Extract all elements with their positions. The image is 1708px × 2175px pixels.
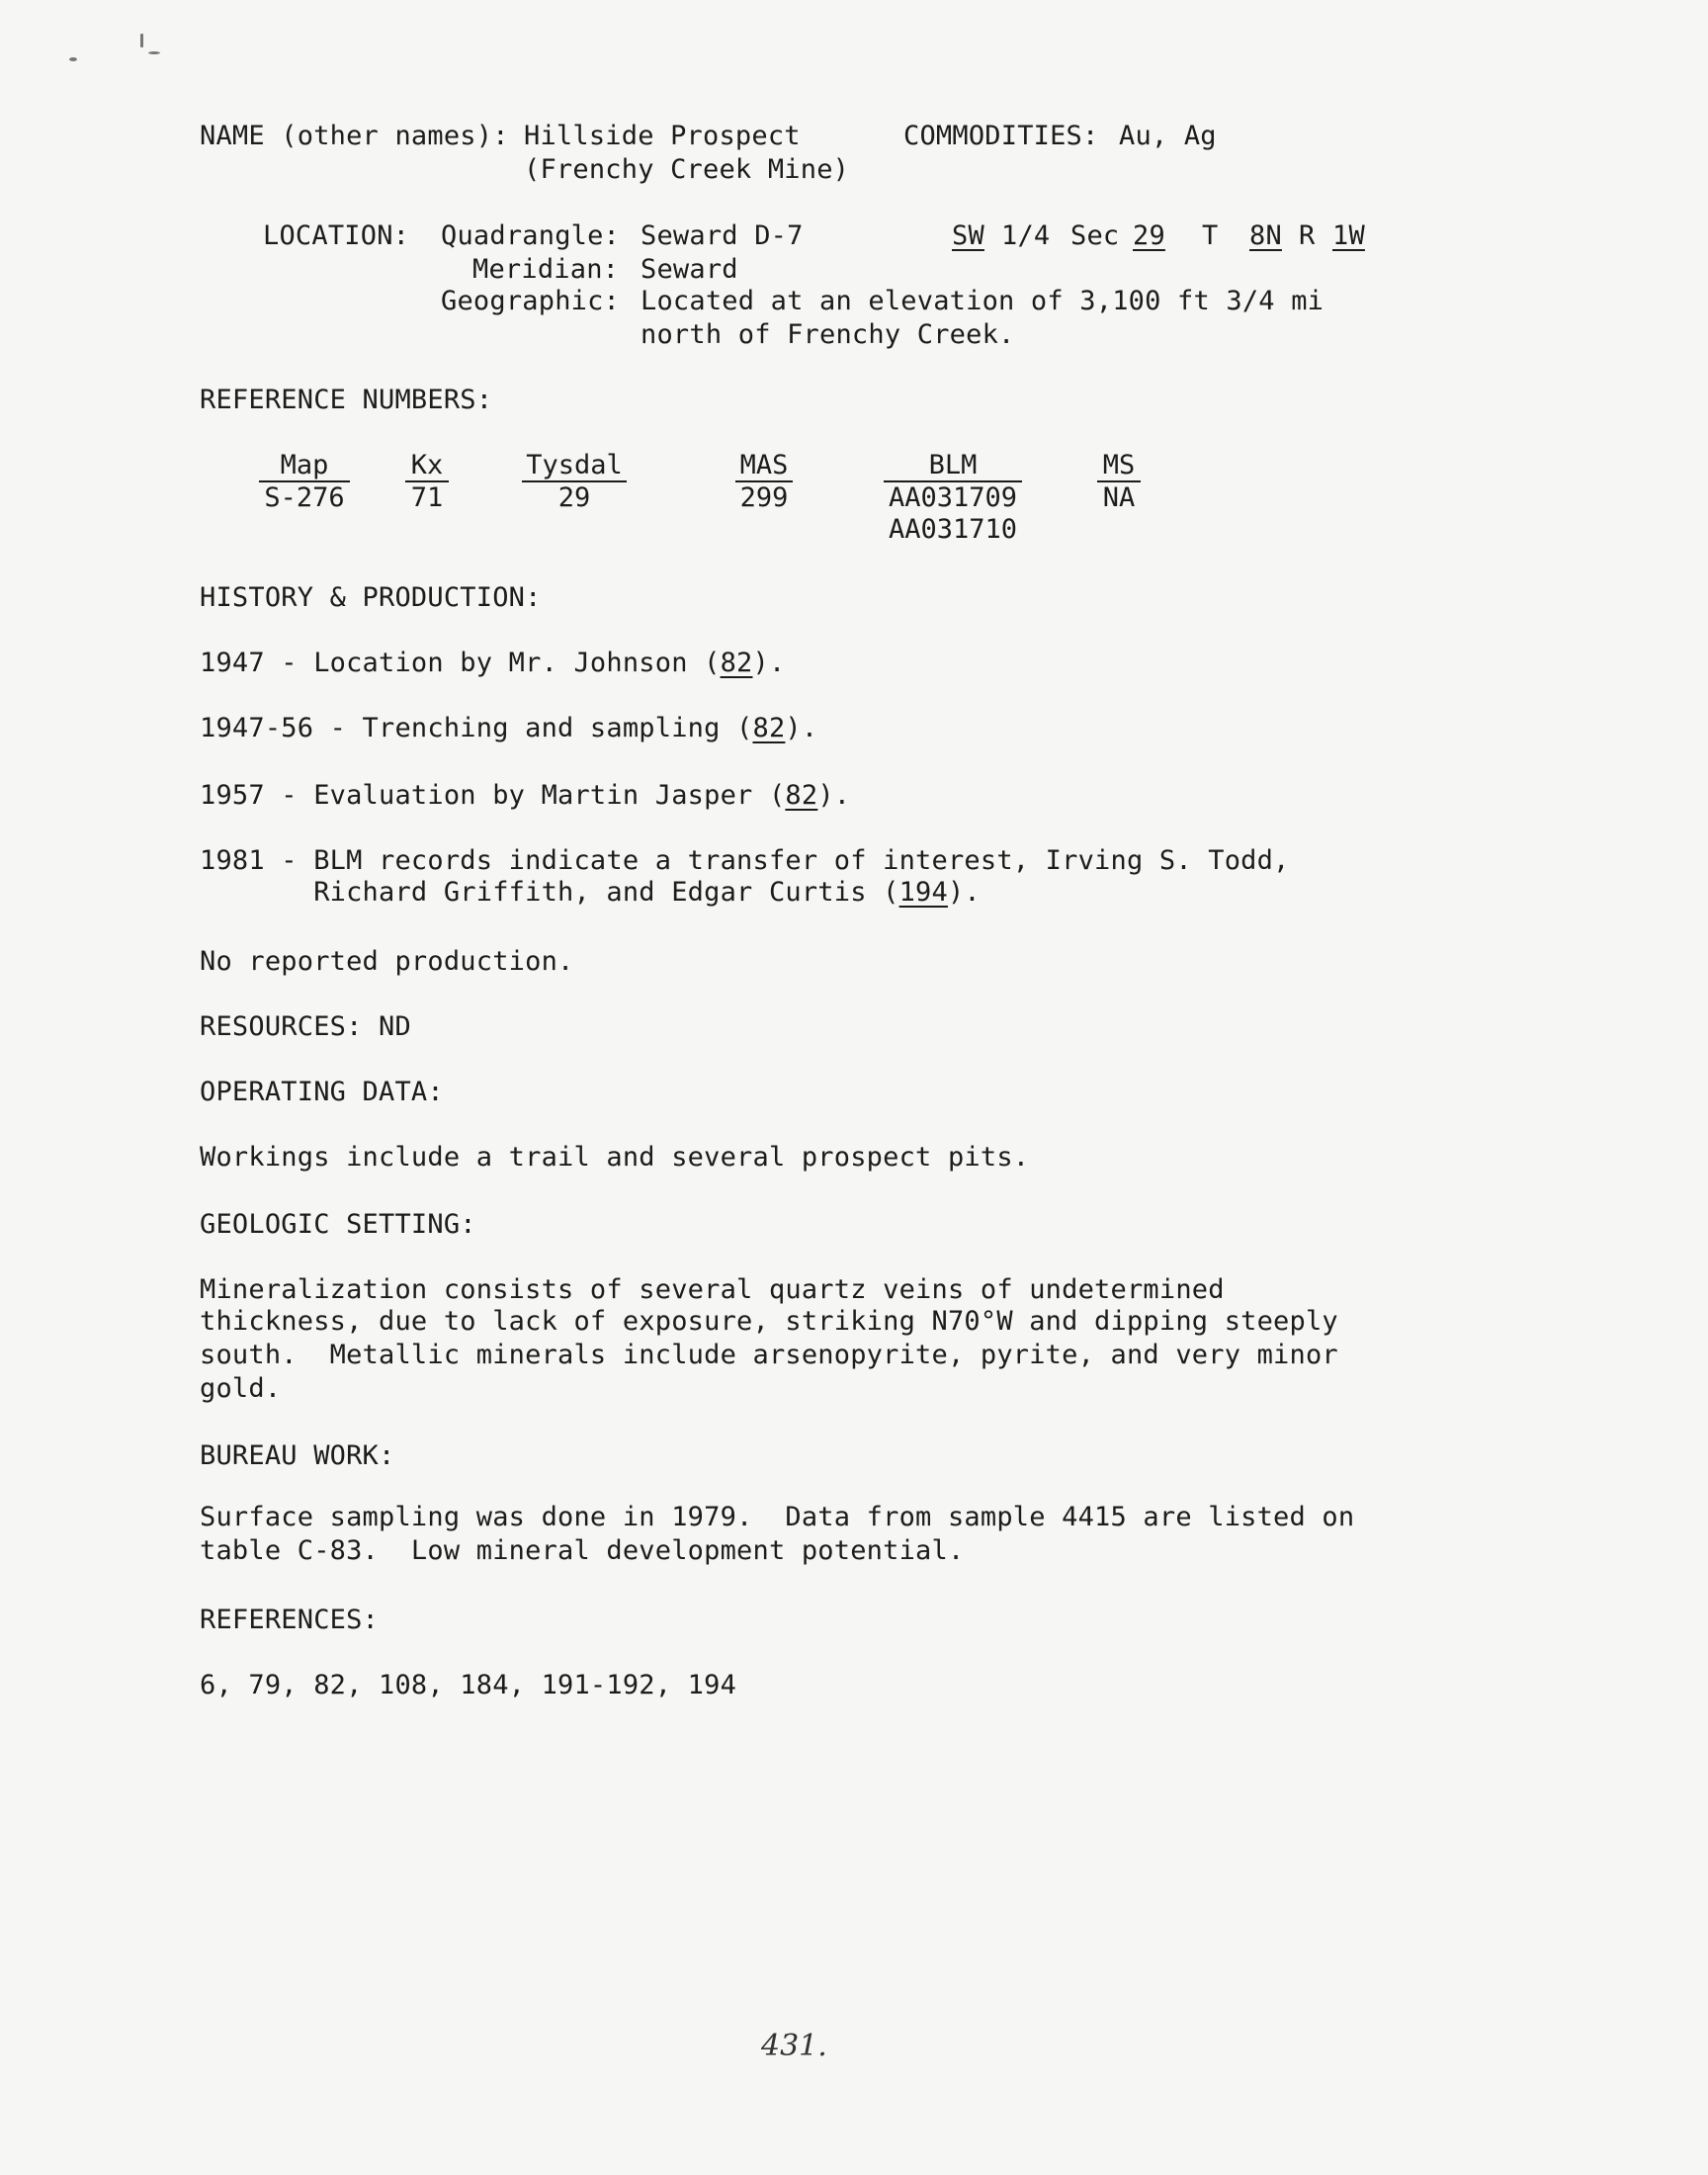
bureau-heading: BUREAU WORK: [200, 1440, 395, 1471]
ref-value-blm-1: AA031709 [888, 482, 1018, 513]
history-entry-end: ). [785, 713, 818, 743]
history-entry-3 [200, 779, 850, 813]
name-value: Hillside Prospect [524, 121, 801, 151]
scan-speck [140, 34, 143, 47]
township-label: T [1202, 220, 1219, 251]
fraction: 1/4 [1001, 220, 1051, 251]
ref-value-mas: 299 [739, 482, 789, 513]
ref-value-ms: NA [1102, 482, 1136, 513]
quarter-section: SW [952, 220, 984, 251]
ref-col-tysdal [522, 451, 627, 514]
scan-speck [148, 51, 160, 54]
other-name: (Frenchy Creek Mine) [524, 154, 850, 185]
ref-col-kx [405, 451, 449, 514]
history-entry-text: Richard Griffith, and Edgar Curtis ( [200, 877, 899, 908]
scan-speck [69, 57, 77, 61]
ref-col-map [259, 451, 350, 514]
operating-heading: OPERATING DATA: [200, 1077, 444, 1107]
references-list: 6, 79, 82, 108, 184, 191-192, 194 [200, 1670, 737, 1700]
quadrangle-value: Seward D-7 [640, 220, 804, 251]
history-entry-1 [200, 647, 785, 680]
history-entry-ref: 82 [785, 780, 818, 811]
geologic-heading: GEOLOGIC SETTING: [200, 1209, 476, 1240]
range-value: 1W [1332, 220, 1365, 251]
ref-col-ms [1097, 451, 1141, 514]
name-label: NAME (other names): [200, 121, 509, 151]
meridian-label: Meridian: [472, 254, 620, 285]
ref-head-blm: BLM [884, 451, 1022, 482]
history-entry-text: 1957 - Evaluation by Martin Jasper ( [200, 780, 786, 811]
history-entry-text: 1947-56 - Trenching and sampling ( [200, 713, 753, 743]
ref-col-blm [884, 451, 1022, 546]
bureau-line-1: Surface sampling was done in 1979. Data from sample 4415 are listed on [200, 1502, 1355, 1532]
ref-value-kx: 71 [410, 482, 444, 513]
meridian-value: Seward [640, 254, 738, 285]
history-entry-4-line-1: 1981 - BLM records indicate a transfer of interest, Irving S. Todd, [200, 845, 1290, 876]
history-entry-end: ). [752, 648, 786, 678]
bureau-line-2: table C-83. Low mineral development potential. [200, 1535, 965, 1566]
township-value: 8N [1249, 220, 1282, 251]
history-heading: HISTORY & PRODUCTION: [200, 582, 542, 613]
operating-text: Workings include a trail and several prospect pits. [200, 1142, 1030, 1173]
ref-value-map: S-276 [264, 482, 345, 513]
ref-head-kx: Kx [405, 451, 449, 482]
geographic-line-2: north of Frenchy Creek. [640, 319, 1015, 350]
history-entry-end: ). [947, 877, 981, 908]
page-number: 431. [761, 2029, 827, 2063]
geologic-line-4: gold. [200, 1373, 282, 1404]
geologic-line-3: south. Metallic minerals include arsenopyrite, pyrite, and very minor [200, 1340, 1338, 1370]
sec-label: Sec [1070, 220, 1120, 251]
history-entry-2 [200, 712, 817, 745]
section-number: 29 [1133, 220, 1165, 251]
ref-head-tysdal: Tysdal [522, 451, 627, 482]
references-heading: REFERENCES: [200, 1605, 380, 1635]
ref-head-mas: MAS [735, 451, 793, 482]
ref-value-blm-2: AA031710 [888, 514, 1018, 545]
ref-head-ms: MS [1097, 451, 1141, 482]
history-entry-ref: 194 [898, 877, 948, 908]
history-entry-text: 1947 - Location by Mr. Johnson ( [200, 648, 721, 678]
geologic-line-1: Mineralization consists of several quartz veins of undetermined [200, 1274, 1225, 1305]
geographic-line-1: Located at an elevation of 3,100 ft 3/4 mi [640, 286, 1324, 316]
reference-numbers-heading: REFERENCE NUMBERS: [200, 385, 493, 415]
range-label: R [1299, 220, 1316, 251]
history-entry-ref: 82 [720, 648, 753, 678]
resources-line: RESOURCES: ND [200, 1011, 411, 1042]
quadrangle-label: Quadrangle: [441, 220, 621, 251]
location-label: LOCATION: [263, 220, 410, 251]
ref-value-tysdal: 29 [557, 482, 591, 513]
history-entry-end: ). [817, 780, 851, 811]
geographic-label: Geographic: [441, 286, 621, 316]
ref-col-mas [735, 451, 793, 514]
history-entry-4-line-2 [200, 876, 981, 910]
ref-head-map: Map [259, 451, 350, 482]
production-statement: No reported production. [200, 946, 574, 977]
history-entry-ref: 82 [752, 713, 786, 743]
geologic-line-2: thickness, due to lack of exposure, striking N70°W and dipping steeply [200, 1306, 1338, 1337]
commodities-label: COMMODITIES: [903, 121, 1099, 151]
commodities-value: Au, Ag [1119, 121, 1217, 151]
